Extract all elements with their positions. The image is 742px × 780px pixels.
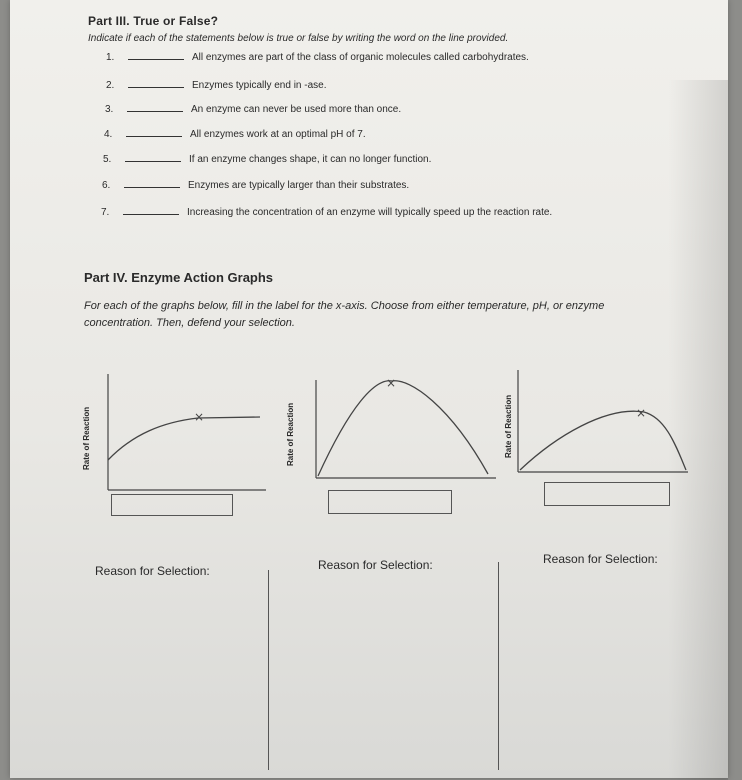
graph-1-xlabel-box[interactable] [111,494,233,516]
answer-blank-3[interactable] [127,111,183,112]
item-number: 1. [106,52,115,63]
rate-curve [318,381,488,476]
item-statement: All enzymes work at an optimal pH of 7. [190,129,366,140]
tf-item-1 [106,52,529,63]
answer-blank-6[interactable] [124,187,180,188]
item-statement: Enzymes are typically larger than their substrates. [188,180,410,191]
answer-blank-5[interactable] [125,161,181,162]
tf-item-2 [106,80,327,91]
tf-item-5 [103,154,431,165]
graph-3 [506,366,692,478]
graph-2 [300,366,500,486]
item-number: 2. [106,80,115,91]
graph-2-ylabel: Rate of Reaction [286,402,295,466]
answer-blank-2[interactable] [128,87,184,88]
item-number: 4. [104,129,113,140]
item-statement: Enzymes typically end in -ase. [192,80,327,91]
item-number: 7. [101,207,110,218]
rate-curve [520,411,686,470]
graph-1-ylabel: Rate of Reaction [82,406,91,470]
item-number: 6. [102,180,111,191]
reason-label-3: Reason for Selection: [543,552,658,566]
reason-label-2: Reason for Selection: [318,558,433,572]
x-marker: × [194,410,205,424]
graph-3-ylabel: Rate of Reaction [504,394,513,458]
reason-label-1: Reason for Selection: [95,564,210,578]
x-marker: × [386,376,397,390]
part3-title: Part III. True or False? [88,14,219,28]
rate-curve [108,417,260,460]
answer-blank-4[interactable] [126,136,182,137]
part3-instructions: Indicate if each of the statements below is true or false by writing the word on the line provided. [88,33,509,44]
tf-item-6 [102,180,409,191]
column-divider-2 [498,562,499,770]
worksheet-page [10,0,728,778]
answer-blank-7[interactable] [123,214,179,215]
tf-item-3 [105,104,401,115]
tf-item-7 [101,207,552,218]
tf-item-4 [104,129,366,140]
column-divider-1 [268,570,269,770]
answer-blank-1[interactable] [128,59,184,60]
x-marker: × [636,406,647,420]
item-statement: An enzyme can never be used more than once. [191,104,402,115]
part4-instructions: For each of the graphs below, fill in the label for the x-axis. Choose from either temperature, pH, or enzyme concentration. Then, defend your selection. [84,300,605,329]
graph-1 [88,362,284,502]
item-statement: If an enzyme changes shape, it can no longer function. [189,154,432,165]
graph-3-xlabel-box[interactable] [544,482,670,506]
item-statement: All enzymes are part of the class of organic molecules called carbohydrates. [192,52,529,63]
part4-title: Part IV. Enzyme Action Graphs [84,270,274,285]
item-number: 5. [103,154,112,165]
item-statement: Increasing the concentration of an enzyme will typically speed up the reaction rate. [187,207,553,218]
item-number: 3. [105,104,114,115]
graph-2-xlabel-box[interactable] [328,490,452,514]
